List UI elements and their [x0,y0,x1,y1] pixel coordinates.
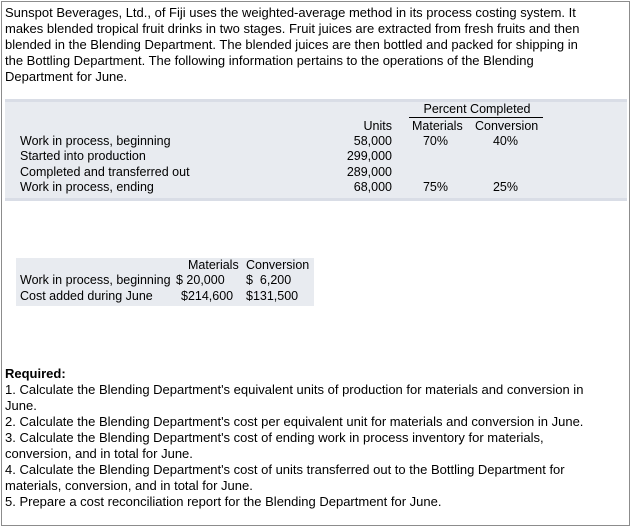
row-label: Work in process, ending [20,180,154,194]
required-heading: Required: [5,366,66,381]
intro-line: blended in the Blending Department. The blended juices are then bottled and packed for shipping in [5,37,578,52]
units-value: 299,000 [346,149,392,163]
required-line: 3. Calculate the Blending Department's cost of ending work in process inventory for materials, [5,430,544,445]
intro-line: Department for June. [5,69,128,84]
required-line: conversion, and in total for June. [5,446,193,461]
header-underline [409,117,543,118]
cost-materials-header: Materials [188,258,239,272]
required-line: June. [5,398,37,413]
units-value: 58,000 [353,134,392,148]
table-divider [5,198,627,201]
required-line: 5. Prepare a cost reconciliation report for the Blending Department for June. [5,494,442,509]
conversion-percent: 40% [492,134,518,148]
problem-intro [5,5,627,85]
cost-conversion-header: Conversion [246,258,310,272]
conversion-percent: 25% [492,180,518,194]
required-line: 4. Calculate the Blending Department's cost of units transferred out to the Bottling Department for [5,462,565,477]
cost-row-label: Cost added during June [20,289,153,303]
intro-line: the Bottling Department. The following information pertains to the operations of the Blending [5,53,534,68]
row-label: Work in process, beginning [20,134,171,148]
row-label: Started into production [20,149,146,163]
cost-row-label: Work in process, beginning [20,273,171,287]
cost-materials-value: $ 20,000 [176,273,225,287]
conversion-column-header: Conversion [475,119,539,133]
required-line: 1. Calculate the Blending Department's equivalent units of production for materials and conversion in [5,382,584,397]
cost-conversion-value: $131,500 [246,289,299,303]
required-section [5,366,627,510]
cost-materials-value: $214,600 [181,289,234,303]
materials-percent: 75% [422,180,448,194]
units-column-header: Units [363,119,392,133]
cost-conversion-value: $ 6,200 [246,273,292,287]
units-value: 68,000 [353,180,392,194]
intro-line: makes blended tropical fruit drinks in two stages. Fruit juices are extracted from fresh fruits and then [5,21,580,36]
row-label: Completed and transferred out [20,165,190,179]
materials-column-header: Materials [412,119,463,133]
intro-line: Sunspot Beverages, Ltd., of Fiji uses the weighted-average method in its process costing system. It [5,5,576,20]
materials-percent: 70% [422,134,448,148]
units-value: 289,000 [346,165,392,179]
required-line: 2. Calculate the Blending Department's cost per equivalent unit for materials and conversion in June. [5,414,584,429]
percent-completed-header: Percent Completed [423,102,531,116]
required-line: materials, conversion, and in total for June. [5,478,253,493]
